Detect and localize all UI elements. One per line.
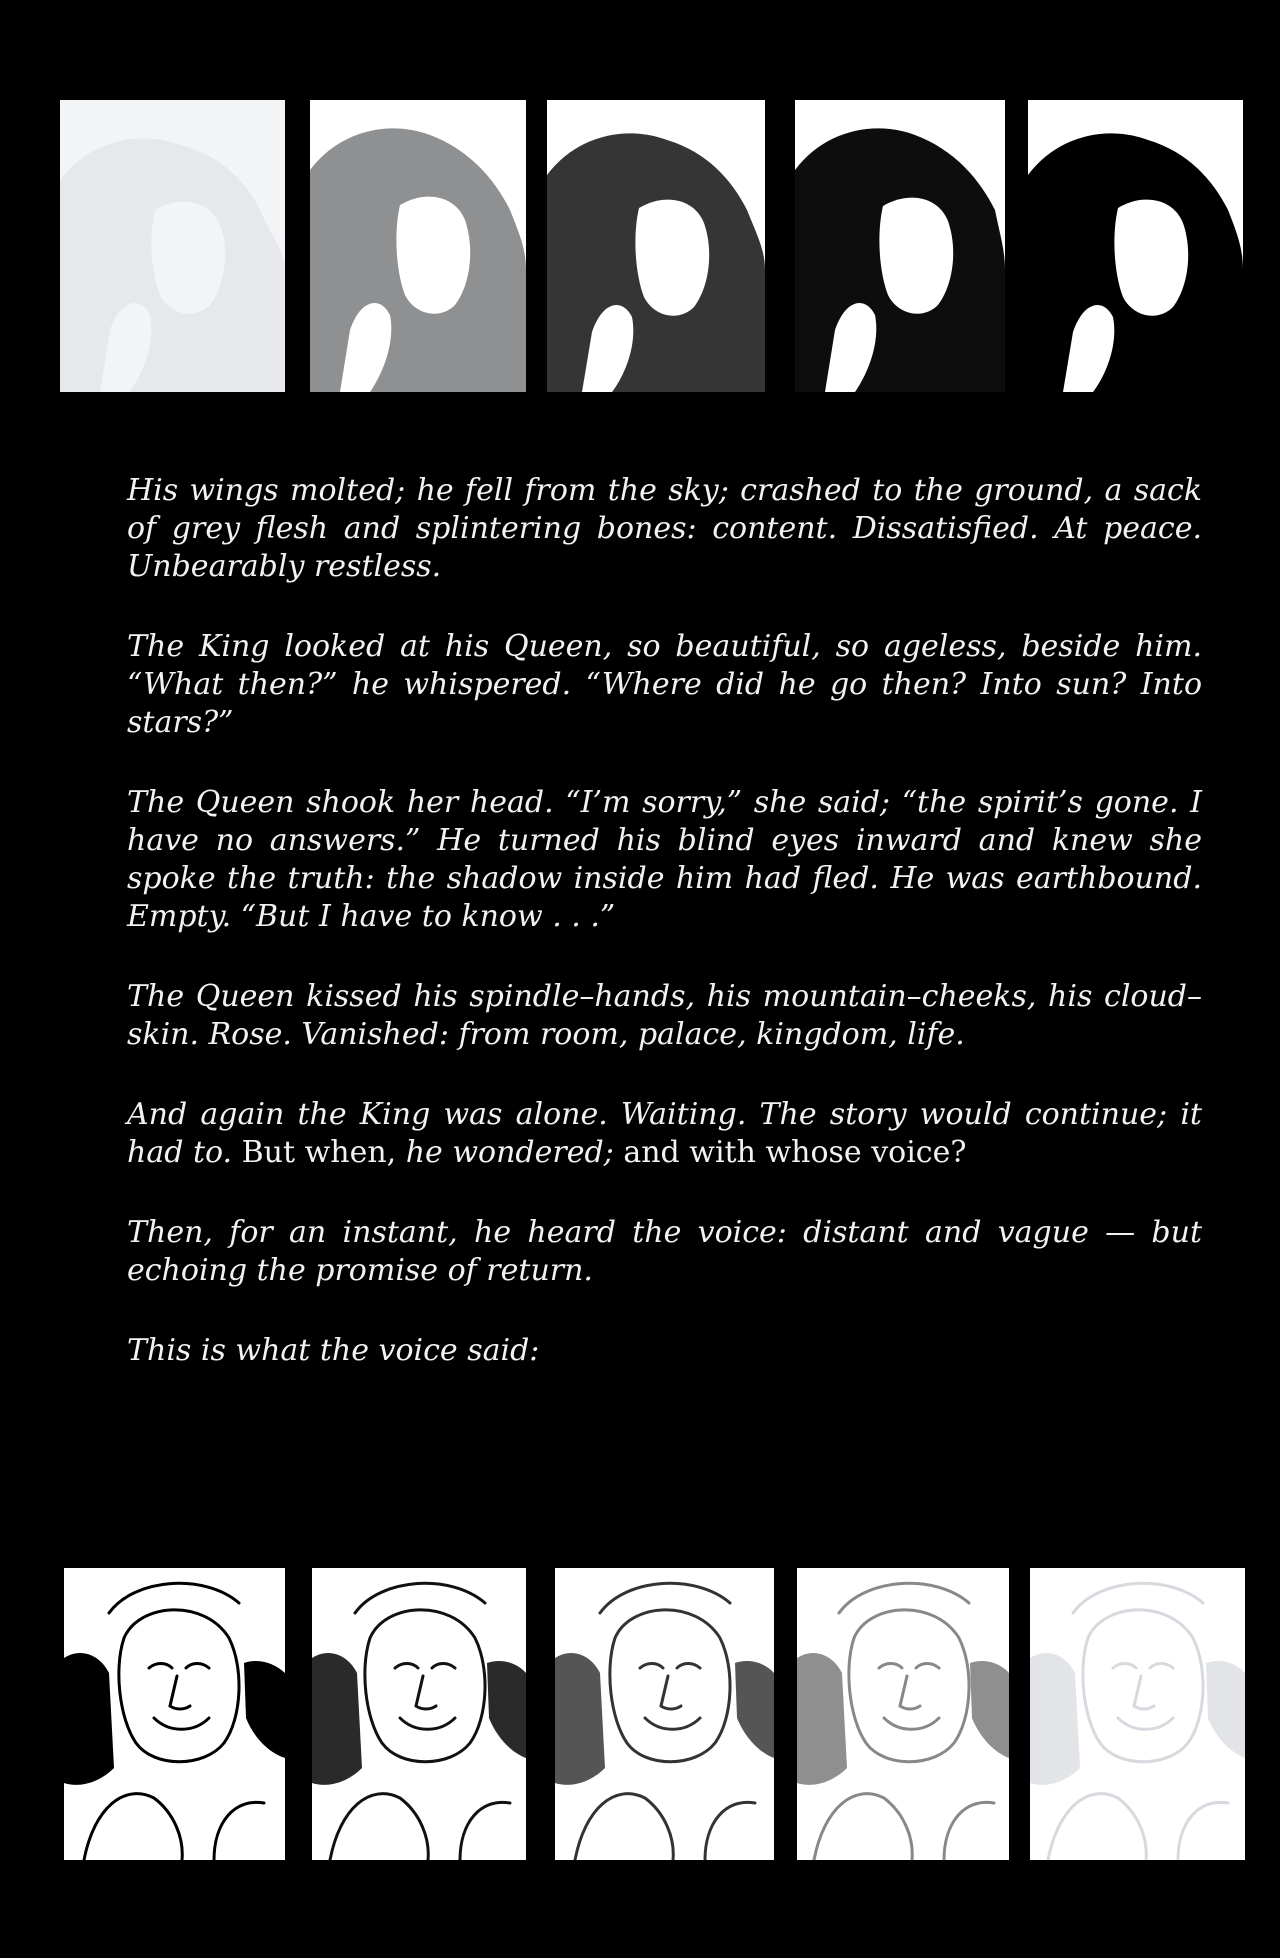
top-panel-4: [795, 100, 1005, 392]
background-shadow-left: [555, 1653, 605, 1785]
story-paragraph-3: The Queen shook her head. “I’m sorry,” she said; “the spirit’s gone. I have no answers.” He turned his blind eyes inward and knew she spoke the truth: the shadow inside him had fled. He was earthbound. Empty. “But I have to know . . .”: [127, 785, 1202, 934]
story-paragraph-5: [127, 1096, 1202, 1172]
jester-face-illustration-2: [312, 1568, 526, 1860]
bottom-panel-3: [555, 1568, 774, 1860]
top-panel-2: [310, 100, 526, 392]
background-shadow-left: [64, 1653, 114, 1785]
top-panel-1: [60, 100, 285, 392]
story-text: [127, 472, 1202, 1370]
face-highlight: [151, 202, 225, 314]
face-highlight: [396, 197, 470, 314]
top-panel-row: [0, 100, 1280, 400]
top-panel-3: [547, 100, 765, 392]
face-highlight: [879, 198, 953, 314]
jester-face-illustration-5: [1030, 1568, 1245, 1860]
king-face-illustration-1: [60, 100, 285, 392]
jester-face-illustration-4: [797, 1568, 1009, 1860]
king-face-illustration-2: [310, 100, 526, 392]
story-paragraph-6: Then, for an instant, he heard the voice: distant and vague — but echoing the promise of return.: [127, 1215, 1202, 1288]
top-panel-5: [1028, 100, 1243, 392]
king-face-illustration-3: [547, 100, 765, 392]
story-paragraph-1: His wings molted; he fell from the sky; crashed to the ground, a sack of grey flesh and splintering bones: content. Dissatisfied. At peace. Unbearably restless.: [127, 473, 1202, 584]
story-paragraph-5-part-b: But when,: [232, 1135, 406, 1170]
jester-face-illustration-1: [64, 1568, 285, 1860]
jester-face-illustration-3: [555, 1568, 774, 1860]
story-paragraph-5-part-d: and with whose voice?: [613, 1135, 967, 1170]
king-face-illustration-5: [1028, 100, 1243, 392]
bottom-panel-4: [797, 1568, 1009, 1860]
bottom-panel-2: [312, 1568, 526, 1860]
king-face-illustration-4: [795, 100, 1005, 392]
story-paragraph-7: This is what the voice said:: [127, 1333, 540, 1368]
story-paragraph-5-part-a: And again the King was alone. Waiting. The story would continue; it had to.: [127, 1097, 1202, 1170]
story-paragraph-4: The Queen kissed his spindle–hands, his mountain–cheeks, his cloud–skin. Rose. Vanished: from room, palace, kingdom, life.: [127, 979, 1202, 1052]
story-paragraph-5-part-c: he wondered;: [405, 1135, 614, 1170]
face-highlight: [1114, 200, 1188, 316]
bottom-panel-5: [1030, 1568, 1245, 1860]
background-shadow-left: [312, 1653, 362, 1785]
face-highlight: [635, 200, 709, 316]
background-shadow-left: [797, 1653, 847, 1785]
story-paragraph-2: The King looked at his Queen, so beautiful, so ageless, beside him. “What then?” he whispered. “Where did he go then? Into sun? Into stars?”: [127, 629, 1202, 740]
bottom-panel-1: [64, 1568, 285, 1860]
bottom-panel-row: [0, 1568, 1280, 1868]
background-shadow-left: [1030, 1653, 1080, 1785]
